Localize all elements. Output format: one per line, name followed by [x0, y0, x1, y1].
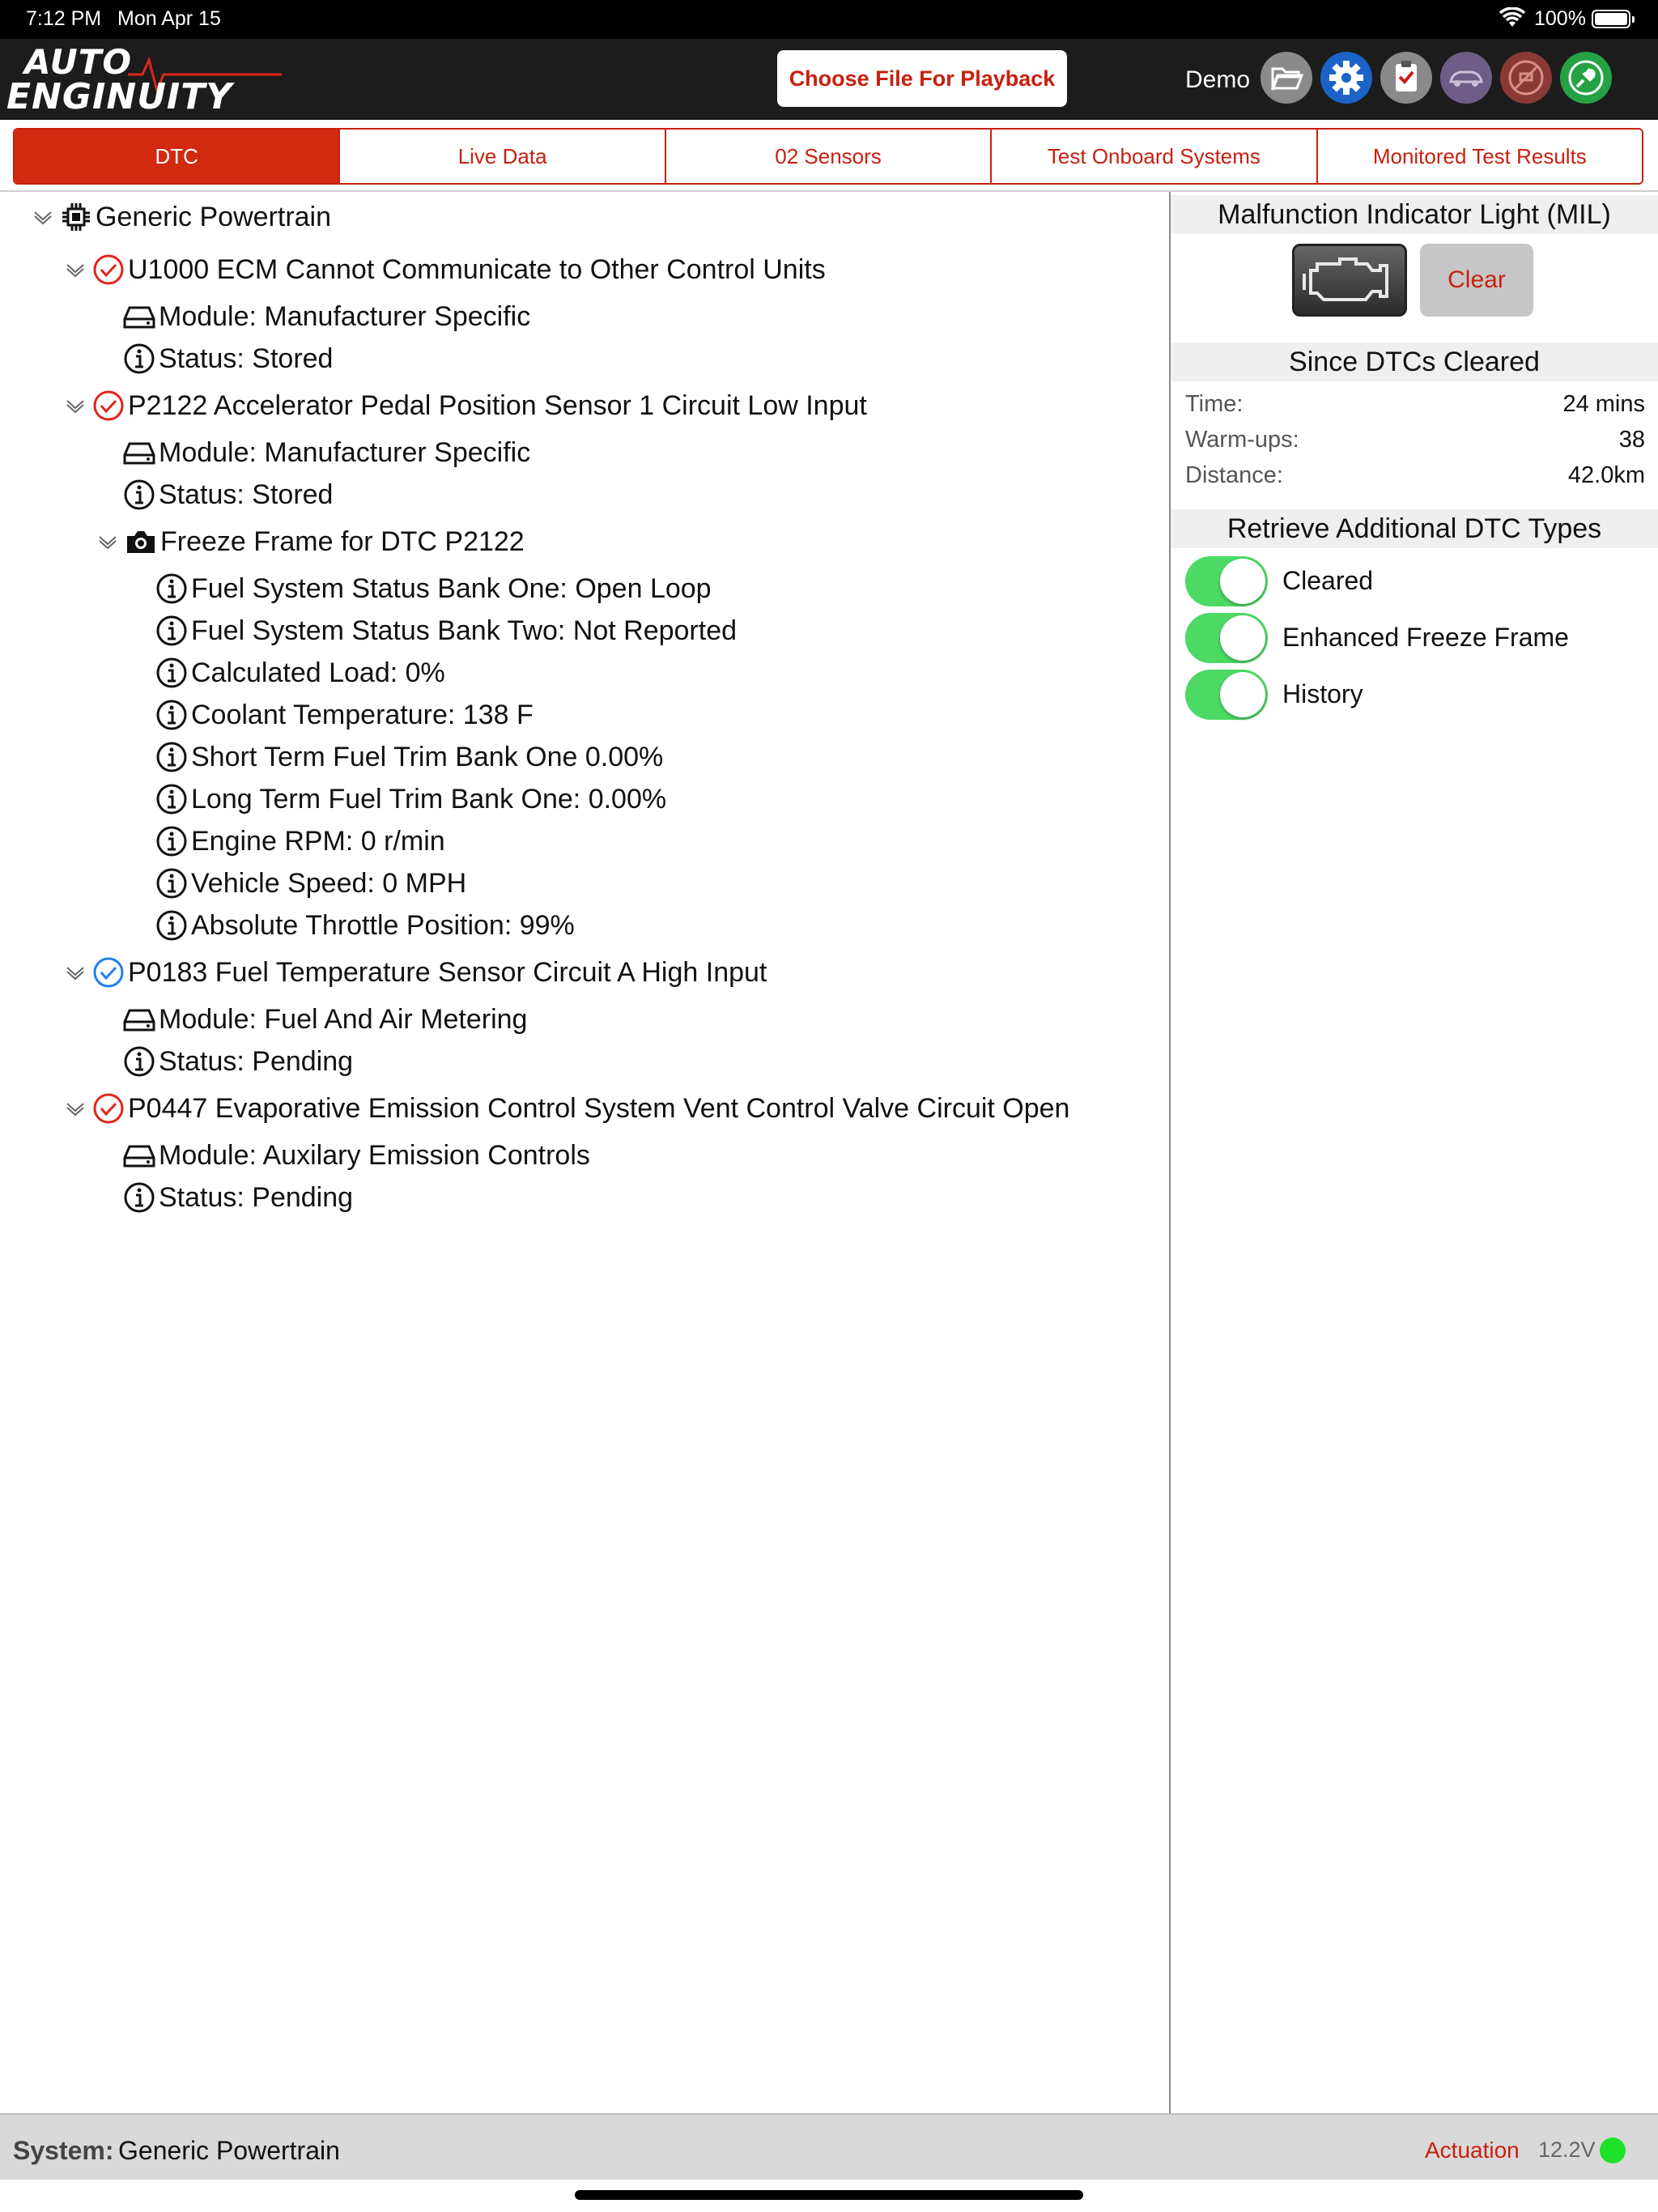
- tab-monitored-test-results[interactable]: Monitored Test Results: [1316, 130, 1642, 183]
- freeze-frame-item-label: Engine RPM: 0 r/min: [191, 825, 445, 857]
- clear-dtc-button[interactable]: Clear: [1420, 244, 1533, 317]
- freeze-frame-item-label: Coolant Temperature: 138 F: [191, 699, 534, 730]
- stat-value: 42.0km: [1567, 462, 1645, 488]
- freeze-frame-item: [155, 568, 712, 609]
- logo-line1: AUTO: [24, 42, 133, 82]
- disconnect-icon[interactable]: [1499, 51, 1553, 104]
- tree-root-label: Generic Powertrain: [96, 201, 332, 232]
- info-icon: [123, 1045, 155, 1078]
- chevron-down-icon[interactable]: [31, 197, 55, 237]
- tab-test-onboard-systems[interactable]: Test Onboard Systems: [990, 130, 1316, 183]
- info-icon: [155, 825, 188, 857]
- mil-section-title: Malfunction Indicator Light (MIL): [1171, 195, 1658, 234]
- dtc-row[interactable]: [63, 249, 826, 290]
- cleared-toggle[interactable]: [1185, 556, 1268, 606]
- dtc-row[interactable]: [63, 385, 867, 426]
- right-panel: [1171, 192, 1658, 2113]
- module-drive-icon: [123, 1003, 155, 1036]
- freeze-frame-item: [155, 821, 445, 861]
- dtc-module-label: Module: Manufacturer Specific: [159, 436, 531, 468]
- tree-root-row[interactable]: [31, 197, 331, 237]
- tab-dtc[interactable]: DTC: [15, 130, 338, 183]
- dtc-module-row: [123, 296, 530, 337]
- freeze-frame-item: [155, 610, 737, 651]
- info-icon: [155, 699, 188, 731]
- stat-warm-ups: [1185, 427, 1645, 459]
- dtc-status-label: Status: Stored: [159, 479, 334, 510]
- freeze-frame-item: [155, 863, 466, 904]
- app-header: [0, 39, 1658, 120]
- info-icon: [155, 572, 188, 605]
- dtc-title: P0183 Fuel Temperature Sensor Circuit A High Input: [128, 956, 767, 988]
- toggle-row-cleared: [1185, 556, 1639, 606]
- stat-value: 38: [1618, 427, 1645, 453]
- toggle-label: History: [1282, 679, 1363, 708]
- check-engine-light-icon: [1292, 244, 1407, 317]
- toggle-label: Enhanced Freeze Frame: [1282, 623, 1569, 652]
- battery-percent: 100%: [1534, 7, 1586, 30]
- freeze-frame-item-label: Absolute Throttle Position: 99%: [191, 909, 575, 941]
- check-circle-icon: [92, 956, 125, 989]
- stat-label: Warm-ups:: [1185, 427, 1299, 453]
- folder-open-icon[interactable]: [1260, 51, 1313, 104]
- tab-live-data[interactable]: Live Data: [338, 130, 664, 183]
- dtc-module-row: [123, 999, 527, 1040]
- status-bar: [0, 0, 1658, 39]
- dtc-status-row: [123, 474, 333, 515]
- home-indicator[interactable]: [575, 2190, 1083, 2200]
- dtc-status-row: [123, 1177, 353, 1218]
- actuation-link[interactable]: Actuation: [1425, 2138, 1520, 2163]
- freeze-frame-item: [155, 779, 666, 819]
- demo-mode-label: Demo: [1185, 66, 1251, 93]
- freeze-frame-row[interactable]: [96, 521, 525, 562]
- settings-gear-icon[interactable]: [1320, 51, 1373, 104]
- auto-enginuity-logo: [6, 42, 282, 117]
- dtc-status-row: [123, 338, 333, 379]
- dtc-module-label: Module: Fuel And Air Metering: [159, 1003, 528, 1035]
- info-icon: [155, 741, 188, 773]
- toggle-row-history: [1185, 670, 1639, 720]
- chip-icon: [60, 201, 92, 233]
- chevron-down-icon[interactable]: [96, 521, 120, 562]
- freeze-frame-title: Freeze Frame for DTC P2122: [160, 525, 525, 557]
- dtc-status-row: [123, 1041, 353, 1082]
- retrieve-dtc-title: Retrieve Additional DTC Types: [1171, 509, 1658, 548]
- info-icon: [123, 479, 155, 511]
- info-icon: [123, 1181, 155, 1214]
- info-icon: [155, 615, 188, 647]
- stat-distance: [1185, 462, 1645, 495]
- module-drive-icon: [123, 436, 155, 469]
- dtc-title: P2122 Accelerator Pedal Position Sensor 1 Circuit Low Input: [128, 389, 867, 421]
- toggle-label: Cleared: [1282, 566, 1374, 595]
- module-drive-icon: [123, 1139, 155, 1172]
- freeze-frame-item-label: Short Term Fuel Trim Bank One 0.00%: [191, 741, 664, 772]
- stat-label: Distance:: [1185, 462, 1283, 488]
- dtc-tree: [0, 192, 1169, 2113]
- chevron-down-icon[interactable]: [63, 385, 87, 426]
- logo-line2: ENGINUITY: [6, 76, 233, 117]
- chevron-down-icon[interactable]: [63, 249, 87, 290]
- choose-file-playback-button[interactable]: Choose File For Playback: [777, 50, 1067, 107]
- freeze-frame-item-label: Calculated Load: 0%: [191, 657, 445, 688]
- freeze-frame-item: [155, 905, 575, 946]
- chevron-down-icon[interactable]: [63, 1088, 87, 1129]
- dtc-module-label: Module: Manufacturer Specific: [159, 300, 531, 332]
- enhanced-freeze-frame-toggle[interactable]: [1185, 613, 1268, 663]
- freeze-frame-item: [155, 653, 445, 693]
- main-tab-bar: [13, 128, 1643, 185]
- status-time: 7:12 PM: [26, 7, 102, 30]
- bottom-status-bar: [0, 2113, 1658, 2180]
- history-toggle[interactable]: [1185, 670, 1268, 720]
- dtc-title: P0447 Evaporative Emission Control System Vent Control Valve Circuit Open: [128, 1092, 1070, 1124]
- voltage-status-dot-icon: [1600, 2138, 1626, 2163]
- dtc-module-row: [123, 1135, 590, 1176]
- dtc-status-label: Status: Pending: [159, 1181, 354, 1213]
- battery-icon: [1592, 10, 1630, 28]
- system-label: System:: [13, 2136, 114, 2165]
- stat-time: [1185, 391, 1645, 423]
- freeze-frame-item: [155, 695, 534, 735]
- stat-value: 24 mins: [1562, 391, 1645, 417]
- check-circle-icon: [92, 253, 125, 286]
- dtc-title: U1000 ECM Cannot Communicate to Other Control Units: [128, 253, 826, 285]
- battery-voltage: 12.2V: [1538, 2138, 1596, 2162]
- info-icon: [155, 909, 188, 942]
- freeze-frame-item-label: Fuel System Status Bank Two: Not Reported: [191, 615, 738, 646]
- dtc-module-label: Module: Auxilary Emission Controls: [159, 1139, 590, 1171]
- dtc-row[interactable]: [63, 1088, 1069, 1129]
- dtc-status-label: Status: Pending: [159, 1045, 354, 1077]
- info-icon: [123, 342, 155, 375]
- since-cleared-title: Since DTCs Cleared: [1171, 342, 1658, 381]
- check-circle-icon: [92, 389, 125, 422]
- connect-plug-icon[interactable]: [1559, 51, 1613, 104]
- checklist-clipboard-icon[interactable]: [1380, 51, 1433, 104]
- freeze-frame-item-label: Vehicle Speed: 0 MPH: [191, 867, 467, 899]
- info-icon: [155, 867, 188, 900]
- system-value: Generic Powertrain: [118, 2136, 340, 2165]
- tab-o2-sensors[interactable]: 02 Sensors: [665, 130, 990, 183]
- chevron-down-icon[interactable]: [63, 952, 87, 993]
- status-date: Mon Apr 15: [117, 7, 221, 30]
- freeze-frame-item-label: Long Term Fuel Trim Bank One: 0.00%: [191, 783, 667, 815]
- dtc-module-row: [123, 432, 530, 473]
- info-icon: [155, 657, 188, 689]
- module-drive-icon: [123, 300, 155, 333]
- toggle-row-enhanced-freeze-frame: [1185, 613, 1639, 663]
- freeze-frame-item-label: Fuel System Status Bank One: Open Loop: [191, 572, 712, 604]
- check-circle-icon: [92, 1092, 125, 1125]
- vehicle-icon[interactable]: [1439, 51, 1493, 104]
- dtc-status-label: Status: Stored: [159, 342, 334, 374]
- camera-icon: [125, 525, 157, 558]
- stat-label: Time:: [1185, 391, 1244, 417]
- wifi-icon: [1499, 7, 1525, 34]
- info-icon: [155, 783, 188, 815]
- dtc-row[interactable]: [63, 952, 767, 993]
- freeze-frame-item: [155, 737, 663, 777]
